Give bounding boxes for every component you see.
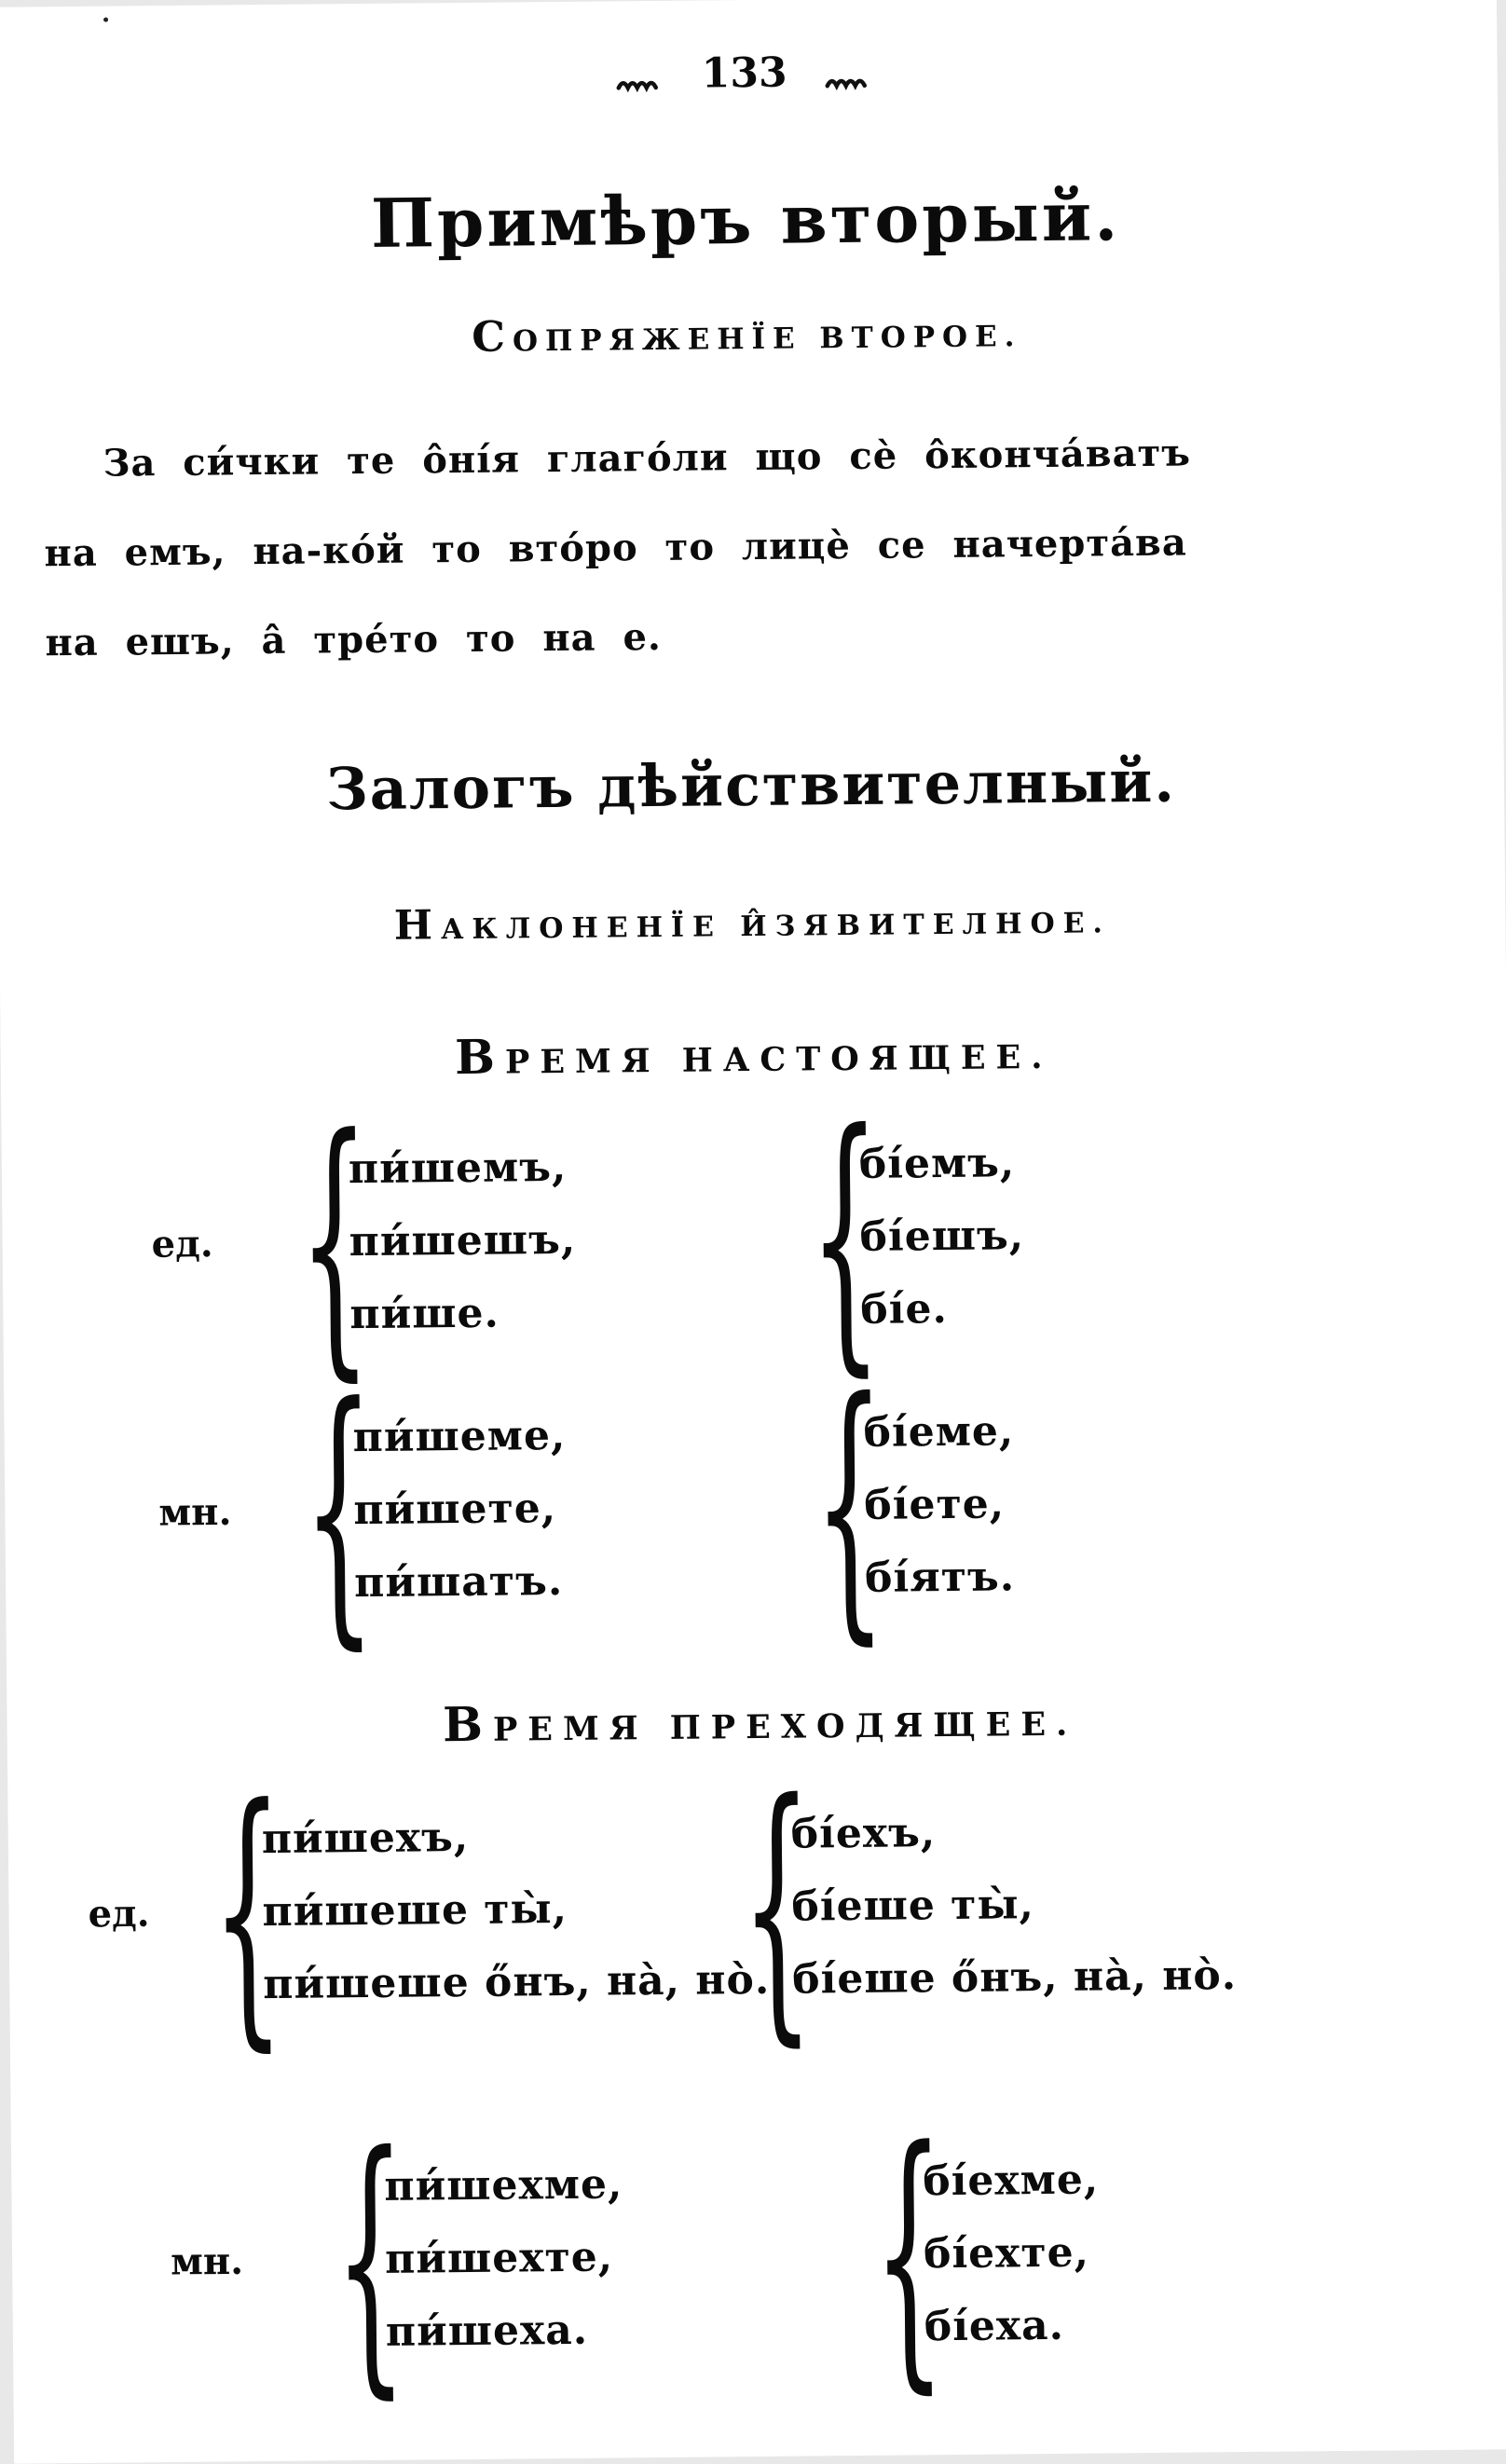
verb-form: бі́ятъ. [864,1553,1016,1602]
number-label-plural: мн. [170,2238,244,2284]
tense-heading-imperfect: ВРЕМЯ ПРЕХОДЯЩЕЕ. [442,1695,1078,1753]
verb-form: бі́еха. [924,2301,1065,2351]
page-number: 133 [701,48,787,98]
verb-forms [923,2156,1101,2352]
conjugation-cell-biya [871,2091,1101,2417]
verb-forms [384,2160,624,2356]
verb-form: пи́шехъ, [261,1814,470,1864]
verb-form: бі́ехте, [923,2228,1090,2279]
tense-heading-present: ВРЕМЯ НАСТОЯЩЕЕ. [454,1028,1053,1086]
present-plural-group [4,1342,1506,1674]
voice-heading: Залогъ дѣйствителный. [325,746,1177,824]
conjugation-cell-biya [739,1744,1238,2071]
imperfect-singular-group [7,1744,1506,2075]
verb-form: пи́шехте, [384,2233,614,2283]
verb-form: бі́емъ, [858,1139,1016,1189]
verb-form: бі́ете, [864,1480,1006,1529]
verb-forms [863,1407,1016,1603]
brace-icon: { [739,1744,815,2071]
paragraph-line: на ешъ, а̂ тре́то то на е. [45,614,663,665]
verb-form: пи́шеме, [352,1412,567,1462]
conjugation-subtitle: СОПРЯЖЕНЇЕ ВТОРОЕ. [471,311,1022,362]
number-label-plural: мн. [158,1489,232,1535]
brace-icon: { [871,2091,947,2417]
verb-form: пи́шете, [353,1485,557,1535]
conjugation-cell-biya [807,1074,1025,1401]
conjugation-cell-pisha [296,1079,577,1405]
brace-icon: { [812,1342,887,1669]
verb-form: пи́шатъ. [353,1557,564,1608]
verb-form: бі́еше ты̀, [791,1881,1035,1931]
brace-icon: { [210,1748,285,2075]
scan-speck [103,18,108,22]
conjugation-cell-pisha [301,1348,568,1674]
brace-icon: { [301,1348,376,1674]
wave-ornament-icon [616,55,664,103]
present-singular-group [1,1074,1506,1405]
verb-forms [262,1811,771,2009]
wave-ornament-icon [824,53,872,101]
verb-form: пи́шеше ты̀, [262,1885,568,1937]
page-title: Примѣръ вторый. [370,176,1121,263]
verb-forms [859,1139,1025,1335]
verb-form: бі́ехме, [923,2156,1100,2206]
paragraph-line: на емъ, на-ко́й то вто́ро то лицѐ се начерта́ва [44,520,1187,576]
verb-form: бі́ехъ, [790,1809,937,1858]
number-label-singular: ед. [151,1222,213,1266]
verb-forms [791,1806,1238,2005]
brace-icon: { [296,1079,372,1405]
conjugation-cell-pisha [333,2096,624,2423]
number-label-singular: ед. [88,1891,150,1937]
verb-form: бі́ешъ, [859,1211,1025,1262]
verb-form: пи́шеха. [385,2306,589,2356]
verb-form: пи́шешъ, [349,1215,577,1266]
conjugation-cell-biya [812,1342,1016,1669]
intro-paragraph [43,406,1451,688]
page-header [0,0,1498,109]
conjugation-cell-pisha [210,1744,815,2075]
brace-icon: { [333,2096,408,2423]
verb-form: бі́е. [860,1285,948,1335]
verb-form: пи́ше. [349,1289,500,1339]
brace-icon: { [807,1074,883,1401]
verb-form: бі́еше о̋нъ, на̀, но̀. [792,1951,1238,2004]
verb-form: пи́шемъ, [348,1143,568,1194]
verb-form: пи́шеше о̋нъ, на̀, но̀. [263,1955,771,2009]
verb-forms [349,1143,577,1339]
verb-form: бі́еме, [863,1407,1015,1457]
imperfect-plural-group [11,2091,1506,2423]
mood-heading: НАКЛОНЕНЇЕ И̂ЗЯВИТЕЛНОЕ. [393,901,1112,950]
verb-form: пи́шехме, [384,2160,623,2211]
paragraph-line: За си́чки те о̂ні́я глаго́ли що сѐ о̂конча́ватъ [103,431,1192,486]
verb-forms [352,1412,568,1608]
